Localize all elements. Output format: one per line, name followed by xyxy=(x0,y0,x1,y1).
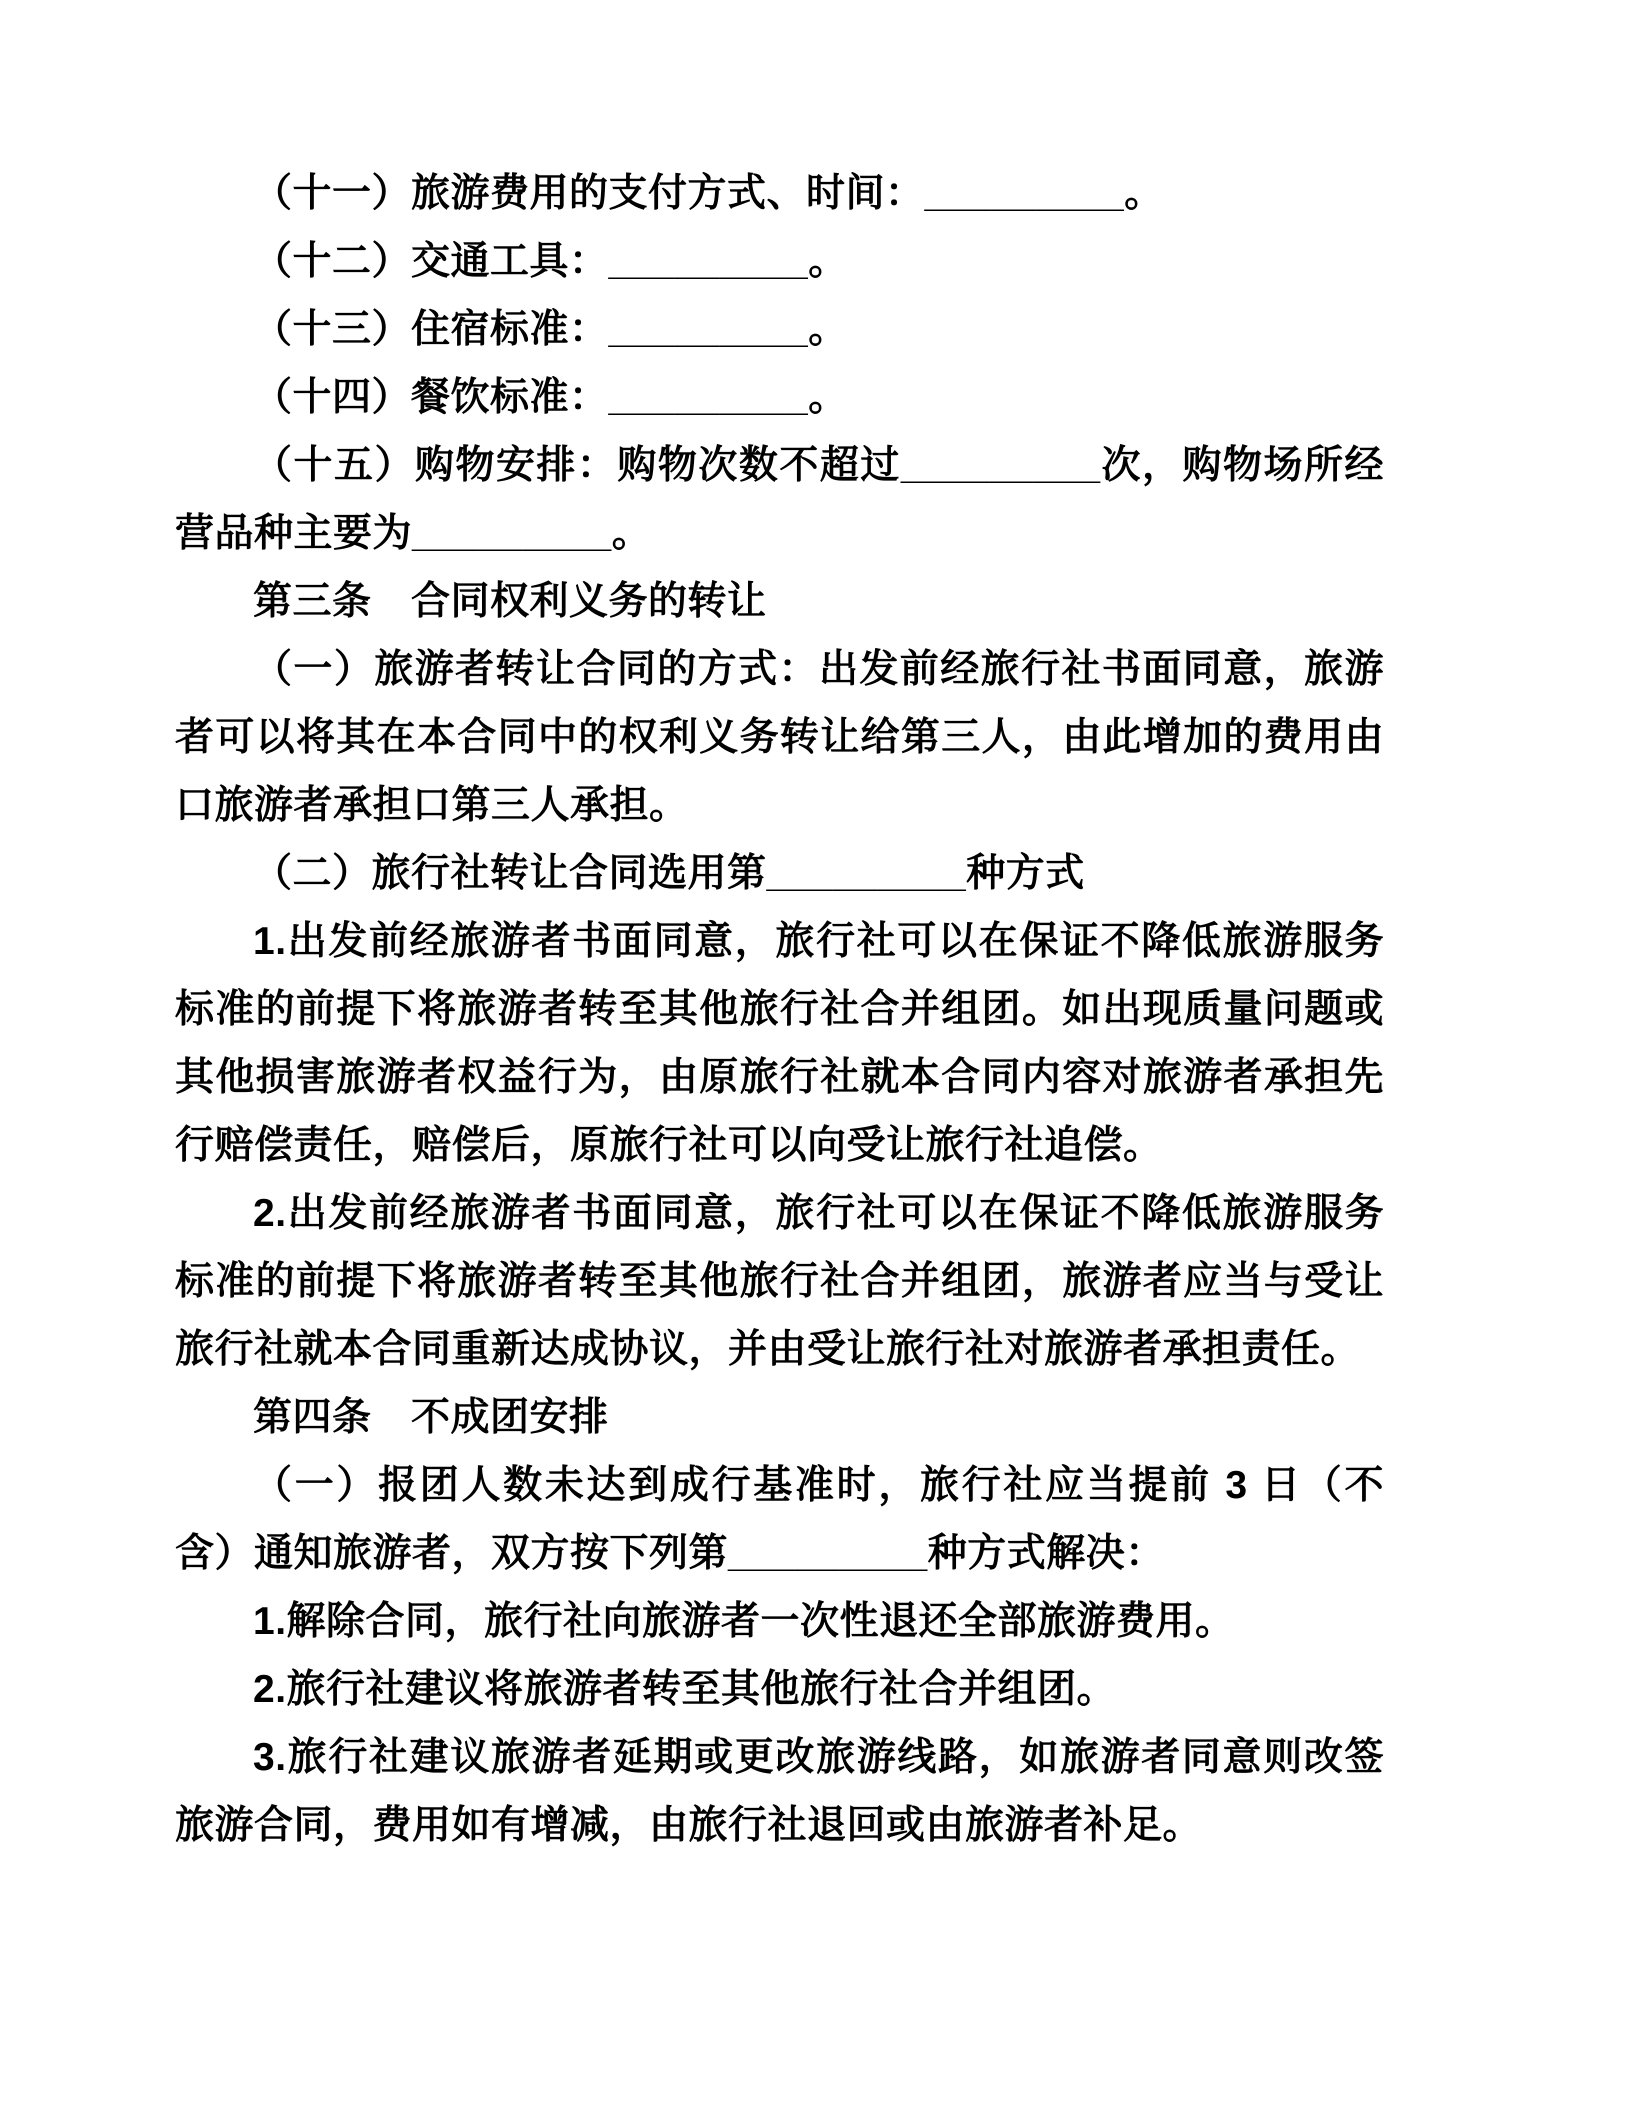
item-11: （十一）旅游费用的支付方式、时间：_________。 xyxy=(253,172,1164,215)
article-3-clause-2-option-2: 2.出发前经旅游者书面同意，旅行社可以在保证不降低旅游服务标准的前提下将旅游者转至其他旅行社合并组团，旅游者应当与受让旅行社就本合同重新达成协议，并由受让旅行社对旅游者承担责任。 xyxy=(175,1192,1384,1371)
article-4-option-2: 2.旅行社建议将旅游者转至其他旅行社合并组团。 xyxy=(253,1668,1117,1711)
article-4-clause-1: （一）报团人数未达到成行基准时，旅行社应当提前 3 日（不含）通知旅游者，双方按下列第_________种方式解决： xyxy=(175,1464,1384,1575)
article-4-option-3: 3.旅行社建议旅游者延期或更改旅游线路，如旅游者同意则改签旅游合同，费用如有增减，由旅行社退回或由旅游者补足。 xyxy=(175,1736,1384,1847)
article-4-option-1: 1.解除合同，旅行社向旅游者一次性退还全部旅游费用。 xyxy=(253,1600,1235,1643)
item-14: （十四）餐饮标准：_________。 xyxy=(253,376,848,419)
article-3-clause-2: （二）旅行社转让合同选用第_________种方式 xyxy=(253,852,1085,895)
contract-body xyxy=(175,160,1384,1860)
article-3-clause-2-option-1: 1.出发前经旅游者书面同意，旅行社可以在保证不降低旅游服务标准的前提下将旅游者转至其他旅行社合并组团。如出现质量问题或其他损害旅游者权益行为，由原旅行社就本合同内容对旅游者承担先行赔偿责任，赔偿后，原旅行社可以向受让旅行社追偿。 xyxy=(175,920,1384,1167)
article-4-heading: 第四条 不成团安排 xyxy=(253,1396,609,1439)
article-3-heading: 第三条 合同权利义务的转让 xyxy=(253,580,767,623)
item-15: （十五）购物安排：购物次数不超过_________次，购物场所经营品种主要为_________。 xyxy=(175,444,1384,555)
article-3-clause-1: （一）旅游者转让合同的方式：出发前经旅行社书面同意，旅游者可以将其在本合同中的权利义务转让给第三人，由此增加的费用由口旅游者承担口第三人承担。 xyxy=(175,648,1384,827)
item-12: （十二）交通工具：_________。 xyxy=(253,240,848,283)
item-13: （十三）住宿标准：_________。 xyxy=(253,308,848,351)
